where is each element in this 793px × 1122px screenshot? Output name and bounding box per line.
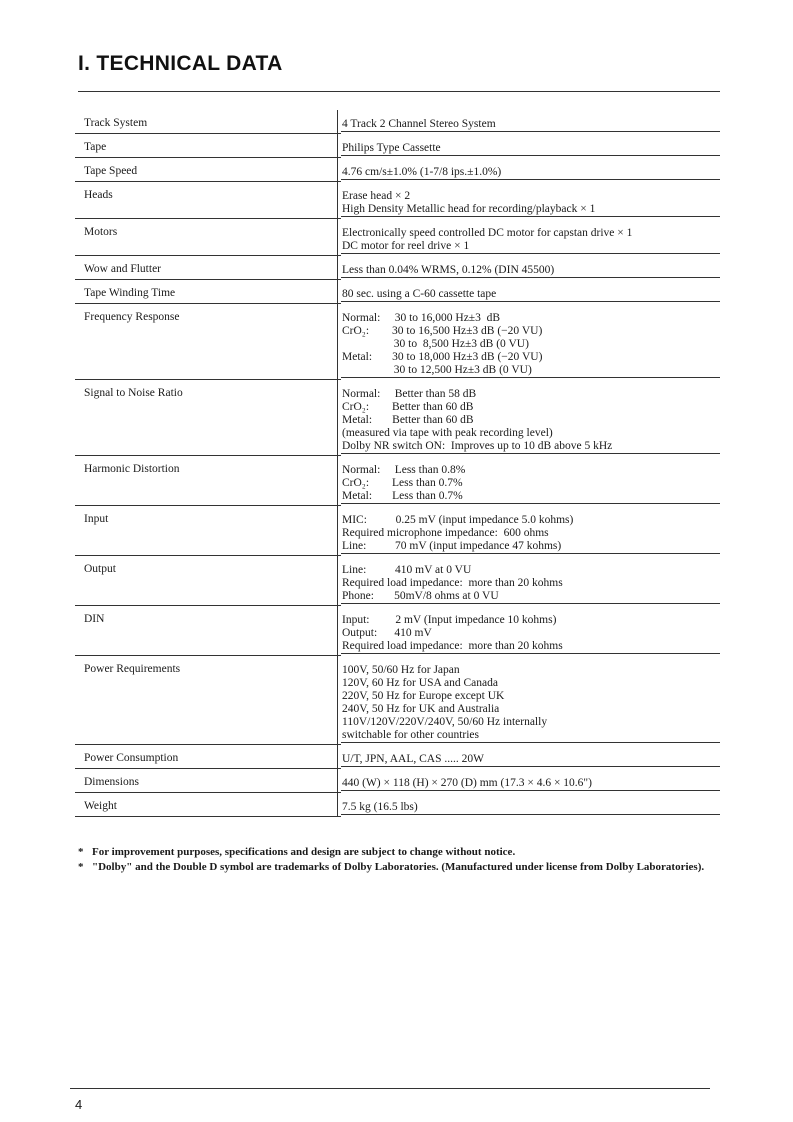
- spec-row: [75, 380, 720, 456]
- row-divider: [341, 553, 720, 554]
- spec-row: [75, 506, 720, 556]
- row-divider: [75, 816, 341, 817]
- spec-label: Dimensions: [84, 776, 139, 788]
- spec-value: Normal: Less than 0.8% CrO₂: Less than 0.7% Metal: Less than 0.7%: [337, 456, 720, 506]
- spec-row: [75, 606, 720, 656]
- spec-label: Power Requirements: [84, 663, 181, 675]
- row-divider: [341, 653, 720, 654]
- row-divider: [341, 377, 720, 378]
- page-title: I. TECHNICAL DATA: [78, 52, 283, 75]
- row-divider: [341, 766, 720, 767]
- title-rule: [78, 91, 720, 92]
- spec-value: 4.76 cm/s±1.0% (1-7/8 ips.±1.0%): [337, 158, 720, 182]
- notes-section: [78, 846, 718, 876]
- note-item: [78, 861, 718, 874]
- row-divider: [341, 253, 720, 254]
- spec-row: [75, 219, 720, 256]
- spec-value: Electronically speed controlled DC motor for capstan drive × 1 DC motor for reel drive × 1: [337, 219, 720, 256]
- row-divider: [341, 503, 720, 504]
- spec-label: Tape: [84, 141, 107, 153]
- spec-label: Harmonic Distortion: [84, 463, 180, 475]
- spec-label: Weight: [84, 800, 117, 812]
- row-divider: [341, 301, 720, 302]
- spec-row: [75, 793, 720, 817]
- spec-label: Tape Speed: [84, 165, 138, 177]
- spec-label: Output: [84, 563, 116, 575]
- note-item: [78, 846, 718, 859]
- spec-label: Tape Winding Time: [84, 287, 176, 299]
- spec-row: [75, 456, 720, 506]
- spec-value: Input: 2 mV (Input impedance 10 kohms) Output: 410 mV Required load impedance: more than 20 kohms: [337, 606, 720, 656]
- spec-value: Less than 0.04% WRMS, 0.12% (DIN 45500): [337, 256, 720, 280]
- row-divider: [341, 179, 720, 180]
- spec-value: MIC: 0.25 mV (input impedance 5.0 kohms) Required microphone impedance: 600 ohms Line: 70 mV (input impedance 47 kohms): [337, 506, 720, 556]
- row-divider: [341, 216, 720, 217]
- row-divider: [341, 603, 720, 604]
- page-number: 4: [75, 1097, 83, 1112]
- row-divider: [341, 277, 720, 278]
- row-divider: [341, 814, 720, 815]
- spec-value: 80 sec. using a C-60 cassette tape: [337, 280, 720, 304]
- spec-value: 100V, 50/60 Hz for Japan 120V, 60 Hz for USA and Canada 220V, 50 Hz for Europe except UK 240V, 50 Hz for UK and Australia 110V/120V/220V/240V, 50/60 Hz internally switchable for other countries: [337, 656, 720, 745]
- spec-row: [75, 256, 720, 280]
- row-divider: [341, 131, 720, 132]
- spec-value: Erase head × 2 High Density Metallic head for recording/playback × 1: [337, 182, 720, 219]
- spec-label: Track System: [84, 117, 148, 129]
- footer-rule: [70, 1088, 710, 1089]
- spec-label: Signal to Noise Ratio: [84, 387, 183, 399]
- spec-value: 7.5 kg (16.5 lbs): [337, 793, 720, 817]
- spec-label: Motors: [84, 226, 118, 238]
- spec-row: [75, 134, 720, 158]
- spec-table: [75, 110, 720, 817]
- spec-row: [75, 656, 720, 745]
- note-text: For improvement purposes, specifications and design are subject to change without notice.: [92, 846, 516, 858]
- spec-label: Frequency Response: [84, 311, 180, 323]
- row-divider: [341, 742, 720, 743]
- spec-label: Power Consumption: [84, 752, 179, 764]
- spec-row: [75, 769, 720, 793]
- spec-row: [75, 110, 720, 134]
- spec-row: [75, 304, 720, 380]
- spec-row: [75, 745, 720, 769]
- spec-value: Line: 410 mV at 0 VU Required load impedance: more than 20 kohms Phone: 50mV/8 ohms at 0 VU: [337, 556, 720, 606]
- spec-row: [75, 158, 720, 182]
- spec-value: Normal: 30 to 16,000 Hz±3 dB CrO₂: 30 to 16,500 Hz±3 dB (−20 VU) 30 to 8,500 Hz±3 dB (0 VU) Metal: 30 to 18,000 Hz±3 dB (−20 VU) 30 to 12,500 Hz±3 dB (0 VU): [337, 304, 720, 380]
- spec-row: [75, 556, 720, 606]
- spec-label: Heads: [84, 189, 113, 201]
- spec-value: Philips Type Cassette: [337, 134, 720, 158]
- note-asterisk: *: [78, 846, 84, 858]
- spec-value: U/T, JPN, AAL, CAS ..... 20W: [337, 745, 720, 769]
- spec-value: Normal: Better than 58 dB CrO₂: Better than 60 dB Metal: Better than 60 dB (measured via tape with peak recording level) Dolby NR switch ON: Improves up to 10 dB above 5 kHz: [337, 380, 720, 456]
- spec-value: 4 Track 2 Channel Stereo System: [337, 110, 720, 134]
- note-text: "Dolby" and the Double D symbol are trademarks of Dolby Laboratories. (Manufactured under license from Dolby Laboratories).: [92, 861, 705, 873]
- row-divider: [341, 453, 720, 454]
- spec-label: DIN: [84, 613, 105, 625]
- spec-label: Wow and Flutter: [84, 263, 162, 275]
- row-divider: [341, 790, 720, 791]
- spec-row: [75, 182, 720, 219]
- spec-label: Input: [84, 513, 109, 525]
- spec-row: [75, 280, 720, 304]
- note-asterisk: *: [78, 861, 84, 873]
- spec-value: 440 (W) × 118 (H) × 270 (D) mm (17.3 × 4.6 × 10.6"): [337, 769, 720, 793]
- row-divider: [341, 155, 720, 156]
